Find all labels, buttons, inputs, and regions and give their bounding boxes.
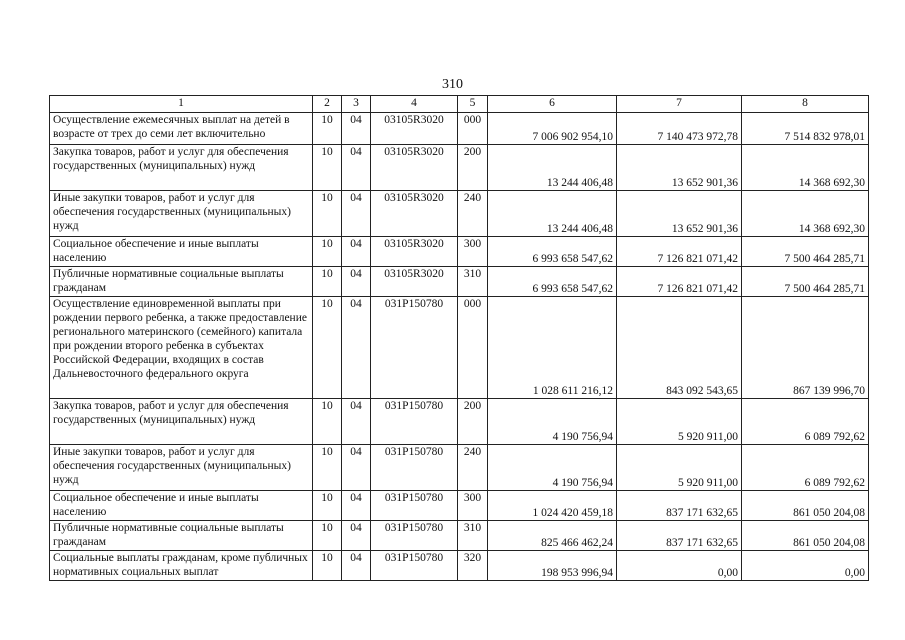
header-cell-8: 8: [742, 96, 869, 113]
amount-col7-cell: 7 140 473 972,78: [617, 113, 742, 145]
amount-col6-cell: 13 244 406,48: [488, 145, 617, 191]
header-cell-5: 5: [458, 96, 488, 113]
subsection-code-cell: 04: [342, 399, 371, 445]
amount-col6-cell: 6 993 658 547,62: [488, 237, 617, 267]
amount-col6-cell: 198 953 996,94: [488, 551, 617, 581]
table-row: [50, 491, 869, 521]
target-article-cell: 03105R3020: [371, 113, 458, 145]
target-article-cell: 031P150780: [371, 297, 458, 399]
expense-type-cell: 300: [458, 237, 488, 267]
header-row: [50, 96, 869, 113]
expense-type-cell: 310: [458, 267, 488, 297]
row-name-cell: Социальные выплаты гражданам, кроме публичных нормативных социальных выплат: [50, 551, 313, 581]
header-cell-1: 1: [50, 96, 313, 113]
table-row: [50, 551, 869, 581]
amount-col6-cell: 1 024 420 459,18: [488, 491, 617, 521]
section-code-cell: 10: [313, 237, 342, 267]
section-code-cell: 10: [313, 267, 342, 297]
amount-col8-cell: 6 089 792,62: [742, 399, 869, 445]
table-body: [50, 96, 869, 581]
amount-col8-cell: 14 368 692,30: [742, 145, 869, 191]
expense-type-cell: 200: [458, 399, 488, 445]
row-name-cell: Социальное обеспечение и иные выплаты населению: [50, 491, 313, 521]
table-row: [50, 267, 869, 297]
table-row: [50, 297, 869, 399]
target-article-cell: 031P150780: [371, 445, 458, 491]
section-code-cell: 10: [313, 491, 342, 521]
table-row: [50, 445, 869, 491]
row-name-cell: Публичные нормативные социальные выплаты гражданам: [50, 267, 313, 297]
table-row: [50, 113, 869, 145]
section-code-cell: 10: [313, 145, 342, 191]
table-row: [50, 237, 869, 267]
row-name-cell: Социальное обеспечение и иные выплаты населению: [50, 237, 313, 267]
target-article-cell: 031P150780: [371, 491, 458, 521]
expense-type-cell: 240: [458, 445, 488, 491]
header-cell-4: 4: [371, 96, 458, 113]
expense-type-cell: 310: [458, 521, 488, 551]
subsection-code-cell: 04: [342, 145, 371, 191]
section-code-cell: 10: [313, 191, 342, 237]
amount-col8-cell: 7 514 832 978,01: [742, 113, 869, 145]
subsection-code-cell: 04: [342, 445, 371, 491]
amount-col7-cell: 13 652 901,36: [617, 145, 742, 191]
row-name-cell: Публичные нормативные социальные выплаты гражданам: [50, 521, 313, 551]
expense-type-cell: 200: [458, 145, 488, 191]
section-code-cell: 10: [313, 521, 342, 551]
amount-col7-cell: 0,00: [617, 551, 742, 581]
table-row: [50, 399, 869, 445]
target-article-cell: 03105R3020: [371, 237, 458, 267]
table-row: [50, 191, 869, 237]
amount-col8-cell: 6 089 792,62: [742, 445, 869, 491]
amount-col7-cell: 843 092 543,65: [617, 297, 742, 399]
amount-col8-cell: 861 050 204,08: [742, 521, 869, 551]
table-row: [50, 521, 869, 551]
amount-col8-cell: 14 368 692,30: [742, 191, 869, 237]
row-name-cell: Осуществление ежемесячных выплат на детей в возрасте от трех до семи лет включительно: [50, 113, 313, 145]
subsection-code-cell: 04: [342, 267, 371, 297]
amount-col8-cell: 0,00: [742, 551, 869, 581]
section-code-cell: 10: [313, 445, 342, 491]
row-name-cell: Осуществление единовременной выплаты при рождении первого ребенка, а также предоставление регионального материнского (семейного) капитала при рождении второго ребенка в субъектах Российской Федерации, входящих в состав Дальневосточного федерального округа: [50, 297, 313, 399]
amount-col6-cell: 4 190 756,94: [488, 399, 617, 445]
header-cell-6: 6: [488, 96, 617, 113]
header-cell-3: 3: [342, 96, 371, 113]
amount-col6-cell: 825 466 462,24: [488, 521, 617, 551]
subsection-code-cell: 04: [342, 551, 371, 581]
budget-table: [49, 95, 869, 581]
expense-type-cell: 320: [458, 551, 488, 581]
subsection-code-cell: 04: [342, 491, 371, 521]
header-cell-2: 2: [313, 96, 342, 113]
expense-type-cell: 300: [458, 491, 488, 521]
expense-type-cell: 000: [458, 113, 488, 145]
amount-col6-cell: 4 190 756,94: [488, 445, 617, 491]
amount-col6-cell: 1 028 611 216,12: [488, 297, 617, 399]
amount-col8-cell: 7 500 464 285,71: [742, 237, 869, 267]
section-code-cell: 10: [313, 113, 342, 145]
amount-col8-cell: 867 139 996,70: [742, 297, 869, 399]
target-article-cell: 03105R3020: [371, 267, 458, 297]
row-name-cell: Закупка товаров, работ и услуг для обеспечения государственных (муниципальных) нужд: [50, 399, 313, 445]
amount-col7-cell: 5 920 911,00: [617, 399, 742, 445]
row-name-cell: Иные закупки товаров, работ и услуг для обеспечения государственных (муниципальных) нужд: [50, 445, 313, 491]
subsection-code-cell: 04: [342, 297, 371, 399]
section-code-cell: 10: [313, 399, 342, 445]
target-article-cell: 031P150780: [371, 551, 458, 581]
subsection-code-cell: 04: [342, 237, 371, 267]
amount-col6-cell: 13 244 406,48: [488, 191, 617, 237]
amount-col7-cell: 7 126 821 071,42: [617, 237, 742, 267]
subsection-code-cell: 04: [342, 113, 371, 145]
section-code-cell: 10: [313, 297, 342, 399]
amount-col7-cell: 5 920 911,00: [617, 445, 742, 491]
target-article-cell: 03105R3020: [371, 145, 458, 191]
target-article-cell: 03105R3020: [371, 191, 458, 237]
amount-col7-cell: 837 171 632,65: [617, 491, 742, 521]
amount-col6-cell: 7 006 902 954,10: [488, 113, 617, 145]
amount-col8-cell: 861 050 204,08: [742, 491, 869, 521]
amount-col7-cell: 837 171 632,65: [617, 521, 742, 551]
section-code-cell: 10: [313, 551, 342, 581]
expense-type-cell: 000: [458, 297, 488, 399]
target-article-cell: 031P150780: [371, 521, 458, 551]
expense-type-cell: 240: [458, 191, 488, 237]
page-number: 310: [442, 77, 463, 92]
table-row: [50, 145, 869, 191]
amount-col7-cell: 7 126 821 071,42: [617, 267, 742, 297]
amount-col6-cell: 6 993 658 547,62: [488, 267, 617, 297]
amount-col8-cell: 7 500 464 285,71: [742, 267, 869, 297]
subsection-code-cell: 04: [342, 191, 371, 237]
row-name-cell: Иные закупки товаров, работ и услуг для обеспечения государственных (муниципальных) нужд: [50, 191, 313, 237]
row-name-cell: Закупка товаров, работ и услуг для обеспечения государственных (муниципальных) нужд: [50, 145, 313, 191]
header-cell-7: 7: [617, 96, 742, 113]
subsection-code-cell: 04: [342, 521, 371, 551]
amount-col7-cell: 13 652 901,36: [617, 191, 742, 237]
target-article-cell: 031P150780: [371, 399, 458, 445]
